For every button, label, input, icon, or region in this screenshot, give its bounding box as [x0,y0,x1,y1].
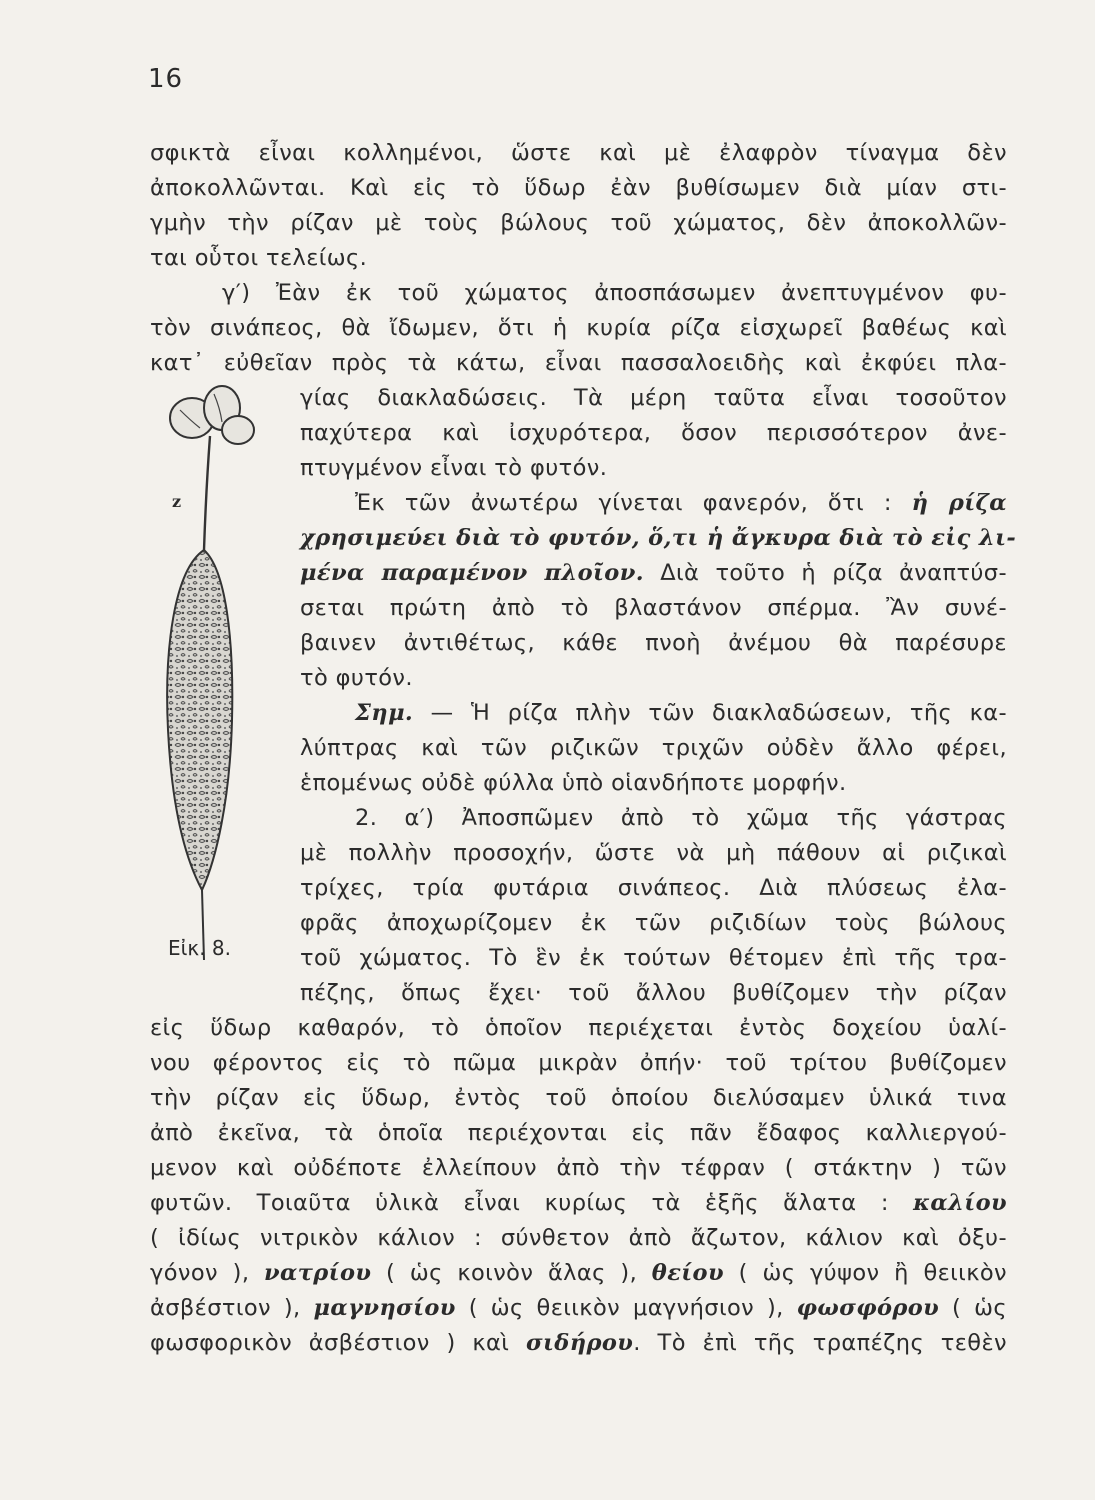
text-line: τοῦ χώματος. Τὸ ἓν ἐκ τούτων θέτομεν ἐπὶ τῆς τρα- [300,945,1007,971]
text-line: τρίχες, τρία φυτάρια σινάπεος. Διὰ πλύσεως ἐλα- [300,875,1007,901]
text-line: ἑπομένως οὐδὲ φύλλα ὑπὸ οἱανδήποτε μορφήν. [300,770,847,796]
seedling-root-figure [150,370,300,970]
text-line: φωσφορικὸν ἀσβέστιον ) καὶ σιδήρου. Τὸ ἐπὶ τῆς τραπέζης τεθὲν [150,1330,1007,1356]
text-line: τὸ φυτόν. [300,665,413,691]
figure-label-letter: z [172,492,182,511]
text-line: ἀποκολλῶνται. Καὶ εἰς τὸ ὕδωρ ἐὰν βυθίσωμεν διὰ μίαν στι- [150,175,1007,201]
text-line: γ′) Ἐὰν ἐκ τοῦ χώματος ἀποσπάσωμεν ἀνεπτυγμένον φυ- [222,280,1007,306]
text-line: τὸν σινάπεος, θὰ ἴδωμεν, ὅτι ἡ κυρία ρίζα εἰσχωρεῖ βαθέως καὶ [150,315,1007,341]
text-line: Ἐκ τῶν ἀνωτέρω γίνεται φανερόν, ὅτι : ἡ ρίζα [355,490,1007,516]
text-line: μὲ πολλὴν προσοχήν, ὥστε νὰ μὴ πάθουν αἱ ριζικαὶ [300,840,1007,866]
text-line: βαινεν ἀντιθέτως, κάθε πνοὴ ἀνέμου θὰ παρέσυρε [300,630,1007,656]
text-line: σεται πρώτη ἀπὸ τὸ βλαστάνον σπέρμα. Ἂν συνέ- [300,595,1007,621]
text-line: ἀπὸ ἐκεῖνα, τὰ ὁποῖα περιέχονται εἰς πᾶν ἔδαφος καλλιεργού- [150,1120,1007,1146]
text-line: τὴν ρίζαν εἰς ὕδωρ, ἐντὸς τοῦ ὁποίου διελύσαμεν ὑλικά τινα [150,1085,1007,1111]
text-line: νου φέροντος εἰς τὸ πῶμα μικρὰν ὀπήν· τοῦ τρίτου βυθίζομεν [150,1050,1007,1076]
text-line: παχύτερα καὶ ἰσχυρότερα, ὅσον περισσότερον ἀνε- [300,420,1007,446]
page-number: 16 [148,64,184,94]
text-line: μενον καὶ οὐδέποτε ἐλλείπουν ἀπὸ τὴν τέφραν ( στάκτην ) τῶν [150,1155,1007,1181]
text-line: γμὴν τὴν ρίζαν μὲ τοὺς βώλους τοῦ χώματος, δὲν ἀποκολλῶν- [150,210,1007,236]
text-line: μένα παραμένον πλοῖον. Διὰ τοῦτο ἡ ρίζα ἀναπτύσ- [300,560,1007,586]
text-line-bold: χρησιμεύει διὰ τὸ φυτόν, ὅ,τι ἡ ἄγκυρα διὰ τὸ εἰς λι- [300,525,1017,551]
text-line: ἀσβέστιον ), μαγνησίου ( ὡς θειικὸν μαγνήσιον ), φωσφόρου ( ὡς [150,1295,1007,1321]
text-line: ται οὗτοι τελείως. [150,245,368,271]
text-line: φρᾶς ἀποχωρίζομεν ἐκ τῶν ριζιδίων τοὺς βώλους [300,910,1007,936]
text-line: φυτῶν. Τοιαῦτα ὑλικὰ εἶναι κυρίως τὰ ἑξῆς ἅλατα : καλίου [150,1190,1007,1216]
text-line: λύπτρας καὶ τῶν ριζικῶν τριχῶν οὐδὲν ἄλλο φέρει, [300,735,1007,761]
text-line: ( ἰδίως νιτρικὸν κάλιον : σύνθετον ἀπὸ ἄζωτον, κάλιον καὶ ὀξυ- [150,1225,1007,1251]
text-line: γίας διακλαδώσεις. Τὰ μέρη ταῦτα εἶναι τοσοῦτον [300,385,1007,411]
text-line: πτυγμένον εἶναι τὸ φυτόν. [300,455,608,481]
text-line: Σημ. — Ἡ ρίζα πλὴν τῶν διακλαδώσεων, τῆς κα- [355,700,1007,726]
text-line: 2. α′) Ἀποσπῶμεν ἀπὸ τὸ χῶμα τῆς γάστρας [355,805,1007,831]
text-line: γόνον ), νατρίου ( ὡς κοινὸν ἅλας ), θείου ( ὡς γύψον ἢ θειικὸν [150,1260,1007,1286]
text-line: κατ᾿ εὐθεῖαν πρὸς τὰ κάτω, εἶναι πασσαλοειδὴς καὶ ἐκφύει πλα- [150,350,1007,376]
text-line: σφικτὰ εἶναι κολλημένοι, ὥστε καὶ μὲ ἐλαφρὸν τίναγμα δὲν [150,140,1007,166]
figure-caption: Εἰκ. 8. [168,936,231,960]
text-line: εἰς ὕδωρ καθαρόν, τὸ ὁποῖον περιέχεται ἐντὸς δοχείου ὑαλί- [150,1015,1007,1041]
text-line: πέζης, ὅπως ἔχει· τοῦ ἄλλου βυθίζομεν τὴν ρίζαν [300,980,1007,1006]
